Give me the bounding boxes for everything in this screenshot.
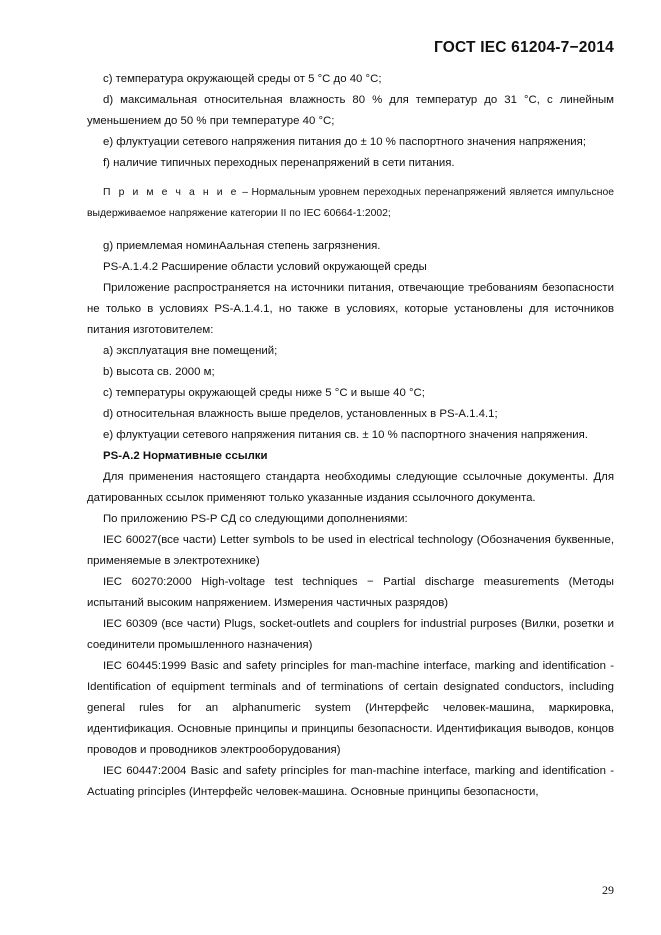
paragraph-refs-intro: Для применения настоящего стандарта необходимы следующие ссылочные документы. Для датированных ссылок применяют только указанные издания ссылочного документа. — [87, 471, 614, 504]
paragraph-item-d2: d) относительная влажность выше пределов, установленных в PS-A.1.4.1; — [103, 408, 498, 420]
paragraph-item-c2: c) температуры окружающей среды ниже 5 °C и выше 40 °C; — [103, 387, 425, 399]
paragraph-refs-annex: По приложению PS-P СД со следующими дополнениями: — [103, 513, 408, 525]
note-block — [87, 182, 614, 224]
reference-iec-60447: IEC 60447:2004 Basic and safety principles for man-machine interface, marking and identification - Actuating principles (Интерфейс человек-машина. Основные принципы безопасности, — [87, 765, 614, 798]
paragraph-item-g: g) приемлемая номинАальная степень загрязнения. — [103, 240, 381, 252]
paragraph-item-c: c) температура окружающей среды от 5 °C до 40 °C; — [103, 73, 382, 85]
paragraph-item-f: f) наличие типичных переходных перенапряжений в сети питания. — [103, 157, 455, 169]
note-text: – Нормальным уровнем переходных перенапряжений является импульсное выдерживаемое напряжение категории II по IEC 60664-1:2002; — [87, 187, 614, 219]
subsection-heading: PS-A.1.4.2 Расширение области условий окружающей среды — [103, 261, 427, 273]
note-label: П р и м е ч а н и е — [103, 187, 239, 198]
paragraph-item-b: b) высота св. 2000 м; — [103, 366, 215, 378]
paragraph-item-e: e) флуктуации сетевого напряжения питания до ± 10 % паспортного значения напряжения; — [103, 136, 586, 148]
paragraph-scope: Приложение распространяется на источники питания, отвечающие требованиям безопасности не только в условиях PS-A.1.4.1, но также в условиях, которые установлены для источников питания изготовителем: — [87, 282, 614, 336]
paragraph-item-d: d) максимальная относительная влажность 80 % для температур до 31 °C, с линейным уменьшением до 50 % при температуре 40 °C; — [87, 94, 614, 127]
standard-title: ГОСТ IEC 61204-7−2014 — [434, 39, 614, 56]
section-heading: PS-A.2 Нормативные ссылки — [103, 450, 268, 462]
reference-iec-60445: IEC 60445:1999 Basic and safety principles for man-machine interface, marking and identification - Identification of equipment terminals and of terminations of certain designated conductors, including general rules for an alphanumeric system (Интерфейс человек-машина, маркировка, идентификация. Основные принципы и принципы безопасности. Идентификация выводов, концов проводов и проводников электрооборудования) — [87, 660, 614, 756]
paragraph-item-a: a) эксплуатация вне помещений; — [103, 345, 278, 357]
reference-iec-60309: IEC 60309 (все части) Plugs, socket-outlets and couplers for industrial purposes (Вилки, розетки и соединители промышленного назначения) — [87, 618, 614, 651]
reference-iec-60027: IEC 60027(все части) Letter symbols to be used in electrical technology (Обозначения буквенные, применяемые в электротехнике) — [87, 534, 614, 567]
paragraph-item-e2: e) флуктуации сетевого напряжения питания св. ± 10 % паспортного значения напряжения. — [103, 429, 588, 441]
reference-iec-60270: IEC 60270:2000 High-voltage test techniques − Partial discharge measurements (Методы испытаний высоким напряжением. Измерения частичных разрядов) — [87, 576, 614, 609]
page-number: 29 — [602, 883, 614, 897]
page-body — [87, 69, 614, 803]
